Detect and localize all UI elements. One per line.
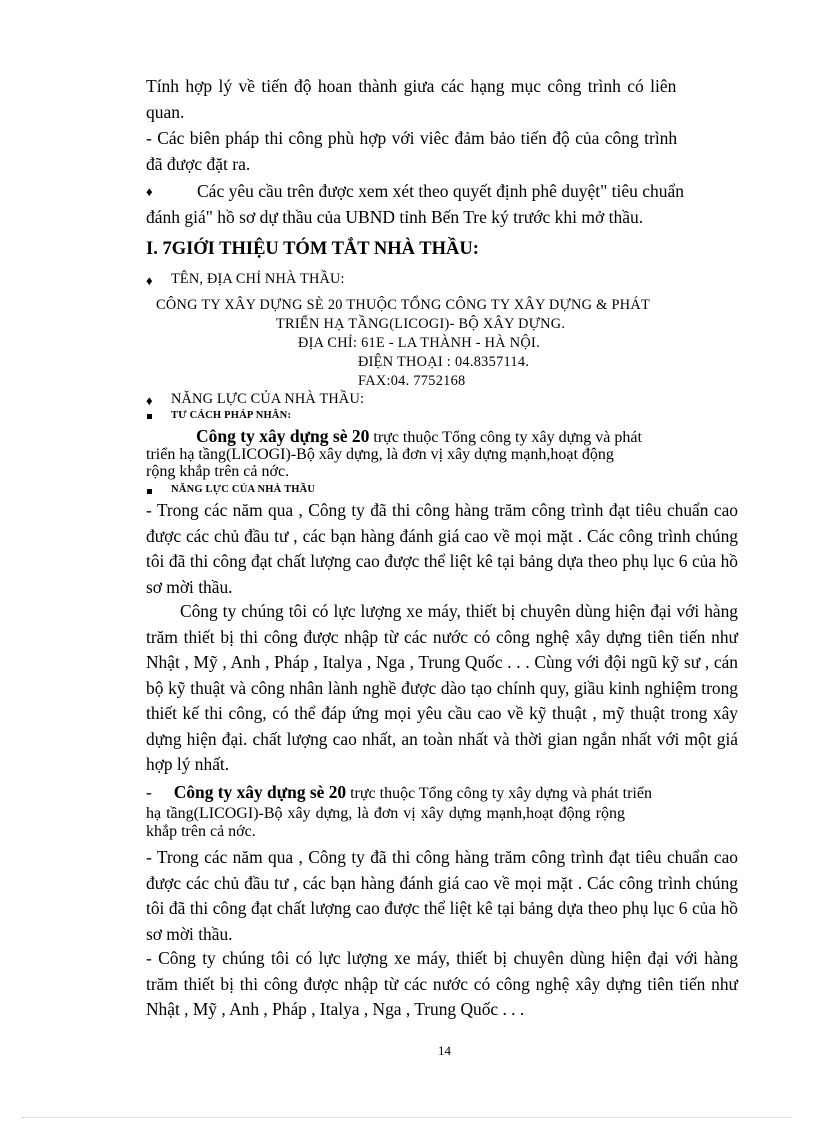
company-intro-line-3: rộng khắp trên cả nớc.	[146, 463, 290, 480]
paragraph-track-record: - Trong các năm qua , Công ty đã thi công hàng trăm công trình đạt tiêu chuẩn cao được các chủ đầu tư , các bạn hàng đánh giá cao về mọi mặt . Các công trình chúng tôi đã thi công đạt chất lượng cao được thể liệt kê tại bảng dựa theo phụ lục 6 của hồ sơ mời thầu.	[146, 500, 738, 597]
company-name-line-2: TRIỂN HẠ TẦNG(LICOGI)- BỘ XÂY DỰNG.	[276, 316, 566, 332]
paragraph-equipment-repeat: - Công ty chúng tôi có lực lượng xe máy, thiết bị chuyên dùng hiện đại với hàng trăm thiết bị thi công được nhập từ các nước có công nghệ xây dựng tiên tiến như Nhật , Mỹ , Anh , Pháp , Italya , Nga , Trung Quốc . . .	[146, 948, 738, 1019]
contractor-label: TÊN, ĐỊA CHỈ NHÀ THẦU:	[171, 271, 345, 287]
section-heading: I. 7GIỚI THIỆU TÓM TẮT NHÀ THẦU:	[146, 239, 479, 259]
company-intro-repeat-bold: Công ty xây dựng sè 20	[173, 782, 347, 802]
page-bottom-divider	[22, 1117, 792, 1118]
paragraph-equipment: Công ty chúng tôi có lực lượng xe máy, thiết bị chuyên dùng hiện đại với hàng trăm thiết bị thi công được nhập từ các nước có công nghệ xây dựng tiên tiến như Nhật , Mỹ , Anh , Pháp , Italya , Nga , Trung Quốc . . . Cùng với đội ngũ kỹ sư , cán bộ kỹ thuật và công nhân lành nghề được dào tạo chính quy, giầu kinh nghiệm trong thiết kế thi công, có thể đáp ứng mọi yêu cầu cao về kỹ thuật , mỹ thuật trong xây dựng hiện đại. chất lượng cao nhất, an toàn nhất và thời gian ngắn nhất với một giá hợp lý nhất.	[146, 601, 738, 774]
capacity-sub-label: NĂNG LỰC CỦA NHÀ THẦU	[171, 484, 316, 495]
company-intro-bold: Công ty xây dựng sè 20	[196, 426, 370, 446]
company-intro-line-2: triển hạ tầng(LICOGI)-Bộ xây dựng, là đơn vị xây dựng mạnh,hoạt động	[146, 446, 614, 463]
dash-prefix: -	[146, 782, 152, 802]
diamond-bullet-icon: ♦	[146, 273, 153, 288]
legal-status-label: TƯ CÁCH PHÁP NHÂN:	[171, 410, 292, 421]
requirement-line-1: Các yêu cầu trên được xem xét theo quyết định phê duyệt" tiêu chuẩn	[197, 181, 685, 201]
intro-line-2: quan.	[146, 102, 185, 122]
company-intro-repeat-rest: trực thuộc Tổng công ty xây dựng và phát triển	[346, 785, 652, 802]
company-fax: FAX:04. 7752168	[358, 373, 466, 389]
company-intro-repeat	[146, 781, 738, 840]
paragraph-track-record-repeat: - Trong các năm qua , Công ty đã thi công hàng trăm công trình đạt tiêu chuẩn cao được các chủ đầu tư , các bạn hàng đánh giá cao về mọi mặt . Các công trình chúng tôi đã thi công đạt chất lượng cao được thể liệt kê tại bảng dựa theo phụ lục 6 của hồ sơ mời thầu.	[146, 847, 738, 944]
square-bullet-icon	[147, 489, 152, 494]
requirement-line-2: đánh giá" hồ sơ dự thầu của UBND tỉnh Bến Tre ký trước khi mở thầu.	[146, 207, 644, 227]
company-phone: ĐIỆN THOẠI : 04.8357114.	[358, 354, 530, 370]
square-bullet-icon	[147, 414, 152, 419]
intro-line-1: Tính hợp lý về tiến độ hoan thành giưa các hạng mục công trình có liên	[146, 76, 677, 96]
company-intro	[146, 428, 642, 480]
company-intro-rest: trực thuộc Tổng công ty xây dựng và phát	[369, 429, 642, 446]
dash-line-1: - Các biên pháp thi công phù hợp với viêc đảm bảo tiến độ của công trình	[146, 128, 678, 148]
page-number: 14	[438, 1043, 451, 1058]
company-intro-repeat-line-3: khắp trên cả nớc.	[146, 823, 256, 840]
diamond-bullet-icon: ♦	[146, 184, 153, 199]
dash-line-2: đã được đặt ra.	[146, 154, 251, 174]
company-address: ĐỊA CHỈ: 61E - LA THÀNH - HÀ NỘI.	[298, 335, 540, 351]
capacity-label: NĂNG LỰC CỦA NHÀ THẦU:	[171, 391, 365, 407]
company-intro-repeat-line-2: hạ tầng(LICOGI)-Bộ xây dựng, là đơn vị xây dựng mạnh,hoạt động rộng	[146, 805, 625, 822]
diamond-bullet-icon: ♦	[146, 393, 153, 408]
company-name-line-1: CÔNG TY XÂY DỰNG SÈ 20 THUỘC TỔNG CÔNG TY XÂY DỰNG & PHÁT	[156, 297, 651, 313]
